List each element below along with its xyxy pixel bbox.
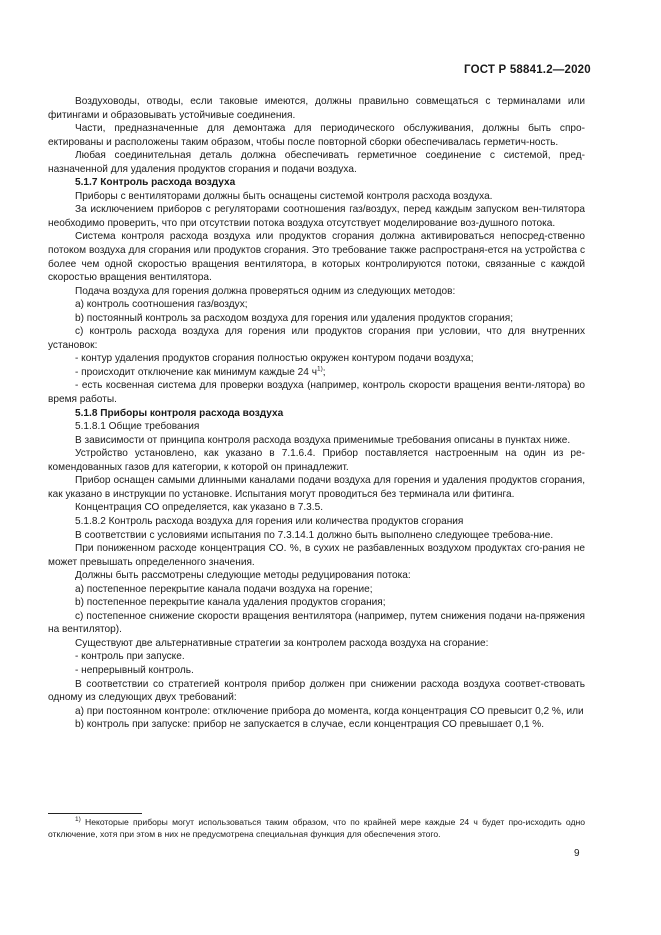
paragraph: Устройство установлено, как указано в 7.1.6.4. Прибор поставляется настроенным на один из ре-комендованных газов для категории, к которой он принадлежит.	[48, 448, 585, 473]
dash-item: - контроль при запуске.	[75, 651, 185, 663]
subsection-heading: 5.1.8.2 Контроль расхода воздуха для горения или количества продуктов сгорания	[75, 515, 464, 527]
paragraph: Система контроля расхода воздуха или продуктов сгорания должна активироваться непосред-ственно потоком воздуха для сгорания или продуктов сгорания. Это требование также распространя-ется на устройства с более чем одной скоростью вращения вентилятора, в которых контролируются потоки, связанные с каждой скоростью вращения вентилятора.	[48, 231, 585, 284]
list-item: b) постепенное перекрытие канала удаления продуктов сгорания;	[75, 597, 386, 609]
footnote-divider	[48, 813, 142, 814]
paragraph: В зависимости от принципа контроля расхода воздуха применимые требования описаны в пунктах ниже.	[75, 434, 571, 446]
paragraph: Любая соединительная деталь должна обеспечивать герметичное соединение с системой, пред-назначенной для удаления продуктов сгорания и подачи воздуха.	[48, 150, 585, 175]
paragraph: Должны быть рассмотрены следующие методы редуцирования потока:	[75, 570, 411, 582]
footnote-marker: 1)	[75, 816, 81, 824]
paragraph: Концентрация СО определяется, как указано в 7.3.5.	[75, 502, 324, 514]
paragraph: В соответствии со стратегией контроля прибор должен при снижении расхода воздуха соответ-ствовать одному из следующих двух требований:	[48, 678, 585, 704]
dash-item: - контур удаления продуктов сгорания полностью окружен контуром подачи воздуха;	[75, 353, 474, 365]
document-code-header: ГОСТ Р 58841.2—2020	[464, 64, 591, 76]
section-heading-5-1-8: 5.1.8 Приборы контроля расхода воздуха	[75, 407, 284, 419]
paragraph: Существуют две альтернативные стратегии за контролем расхода воздуха на сгорание:	[75, 637, 489, 649]
paragraph: За исключением приборов с регуляторами соотношения газ/воздух, перед каждым запуском вен-тилятора необходимо проверить, что при отсутствии потока воздуха отсутствует моделирование воз-душного потока.	[48, 204, 585, 229]
list-item: a) при постоянном контроле: отключение прибора до момента, когда концентрация СО превысит 0,2 %, или	[75, 705, 584, 717]
paragraph: Подача воздуха для горения должна проверяться одним из следующих методов:	[75, 285, 456, 297]
page-number: 9	[574, 848, 580, 859]
list-item: a) постепенное перекрытие канала подачи воздуха на горение;	[75, 583, 373, 595]
list-item: b) контроль при запуске: прибор не запускается в случае, если концентрация СО превышает 0,1 %.	[75, 719, 545, 731]
document-body	[48, 95, 585, 732]
dash-item-text: - происходит отключение как минимум каждые 24 ч	[75, 366, 317, 378]
dash-item-with-footnote	[48, 366, 585, 380]
footnote	[48, 816, 585, 840]
paragraph: Приборы с вентиляторами должны быть оснащены системой контроля расхода воздуха.	[75, 190, 493, 202]
paragraph: Прибор оснащен самыми длинными каналами подачи воздуха для горения и удаления продуктов сгорания, как указано в инструкции по установке. Испытания могут проводиться без терминала или фитинга.	[48, 475, 585, 500]
list-item: c) постепенное снижение скорости вращения вентилятора (например, путем снижения подачи на-пряжения на вентилятор).	[48, 610, 585, 636]
paragraph: При пониженном расходе концентрация СО. %, в сухих не разбавленных воздухом продуктах сго-рания не может превышать определенного значения.	[48, 543, 585, 568]
list-item: c) контроль расхода воздуха для горения или продуктов сгорания при условии, что для внутренних установок:	[48, 326, 585, 351]
footnote-text: Некоторые приборы могут использоваться таким образом, что по крайней мере каждые 24 ч будет про-исходить одно отключение, хотя при этом в них не предусмотрена специальная функция для обеспечения этого.	[48, 817, 585, 840]
paragraph: Части, предназначенные для демонтажа для периодического обслуживания, должны быть спро-ектированы и расположены таким образом, чтобы после повторной сборки обеспечивалась герметич-ность.	[48, 123, 585, 148]
list-item: b) постоянный контроль за расходом воздуха для горения или удаления продуктов сгорания;	[75, 312, 514, 324]
dash-item: - непрерывный контроль.	[75, 664, 194, 676]
paragraph: Воздуховоды, отводы, если таковые имеются, должны правильно совмещаться с терминалами или фитингами и образовывать устойчивые соединения.	[48, 96, 585, 121]
subsection-heading: 5.1.8.1 Общие требования	[75, 421, 200, 433]
footnote-reference: 1)	[316, 365, 323, 373]
list-item: a) контроль соотношения газ/воздух;	[75, 299, 248, 311]
paragraph: В соответствии с условиями испытания по 7.3.14.1 должно быть выполнено следующее требова-ние.	[75, 529, 554, 541]
dash-item-suffix: ;	[322, 366, 326, 378]
dash-item: - есть косвенная система для проверки воздуха (например, контроль скорости вращения венти-лятора) во время работы.	[48, 380, 585, 406]
section-heading-5-1-7: 5.1.7 Контроль расхода воздуха	[75, 177, 236, 189]
